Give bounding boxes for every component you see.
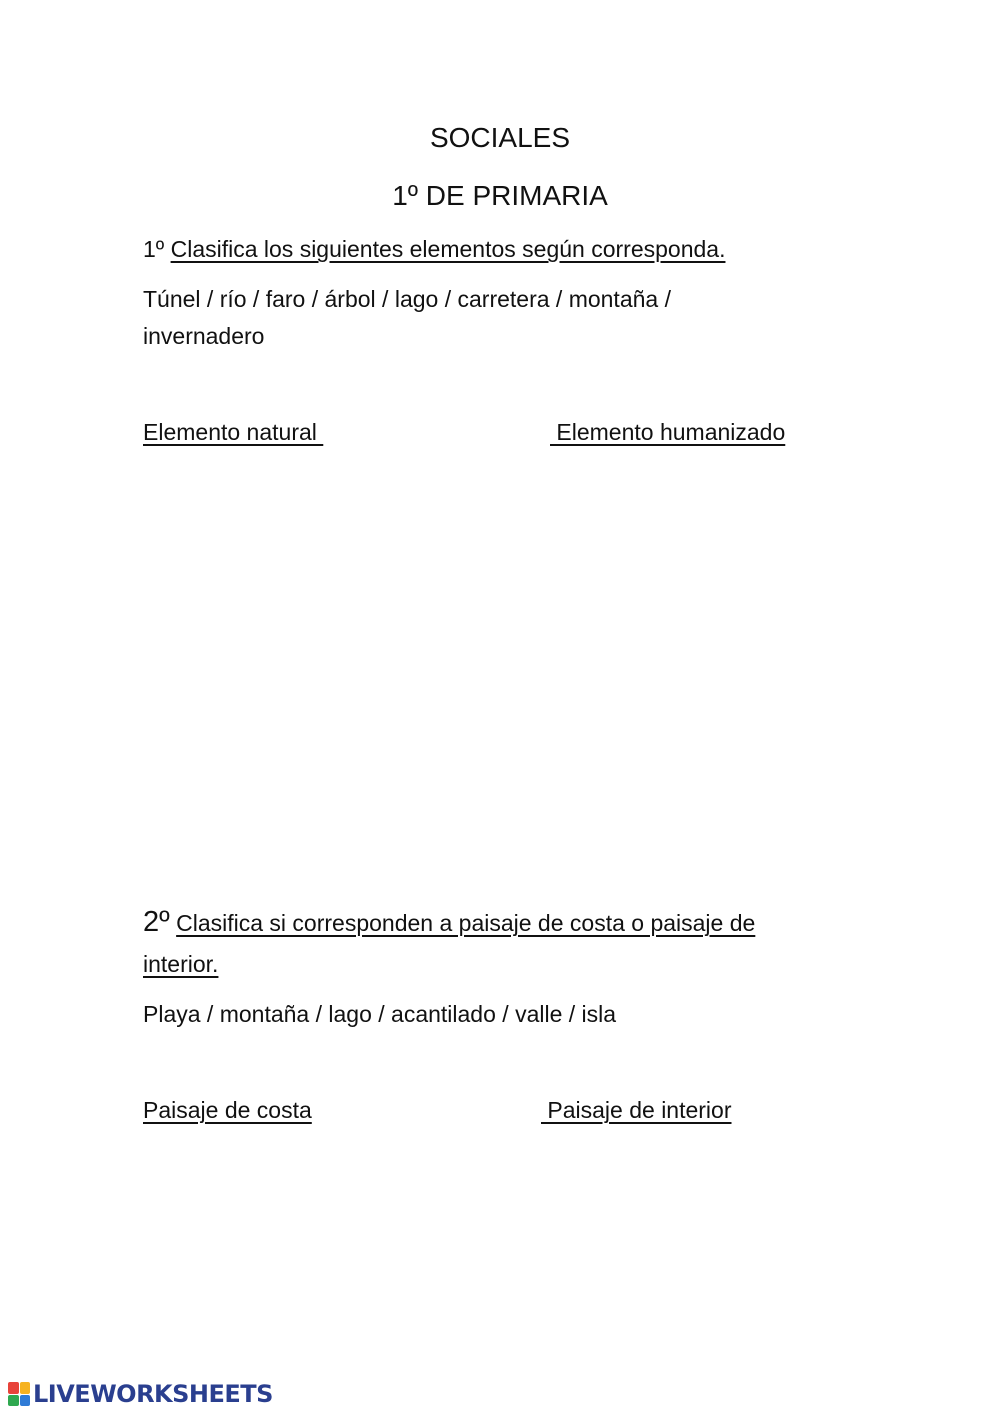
exercise-2-instruction-cont: interior. <box>143 951 219 977</box>
exercise-2-number: 2º <box>143 906 170 938</box>
column-heading-coast: Paisaje de costa <box>143 1097 312 1123</box>
exercise-2-items: Playa / montaña / lago / acantilado / valle / isla <box>143 1001 617 1027</box>
worksheet-grade: 1º DE PRIMARIA <box>392 180 608 211</box>
answer-area-natural[interactable] <box>143 460 523 880</box>
exercise-1-number: 1º <box>143 236 165 262</box>
exercise-1-prompt <box>143 236 725 263</box>
liveworksheets-logo-icon <box>8 1382 30 1406</box>
worksheet-subject: SOCIALES <box>429 122 571 153</box>
exercise-1-items: Túnel / río / faro / árbol / lago / carretera / montaña / invernadero <box>143 286 671 349</box>
column-heading-natural: Elemento natural <box>143 419 324 445</box>
liveworksheets-logo <box>8 1380 273 1408</box>
answer-area-humanized[interactable] <box>550 460 870 880</box>
liveworksheets-brand-text: LIVEWORKSHEETS <box>33 1380 273 1408</box>
exercise-2-instruction: Clasifica si corresponden a paisaje de costa o paisaje de <box>176 910 756 936</box>
exercise-2-prompt-line1 <box>143 906 755 939</box>
exercise-1-instruction: Clasifica los siguientes elementos según corresponda. <box>170 236 726 262</box>
column-heading-humanized: Elemento humanizado <box>550 419 786 445</box>
answer-area-interior[interactable] <box>541 1138 871 1358</box>
column-heading-interior: Paisaje de interior <box>541 1097 732 1123</box>
answer-area-coast[interactable] <box>143 1138 513 1358</box>
